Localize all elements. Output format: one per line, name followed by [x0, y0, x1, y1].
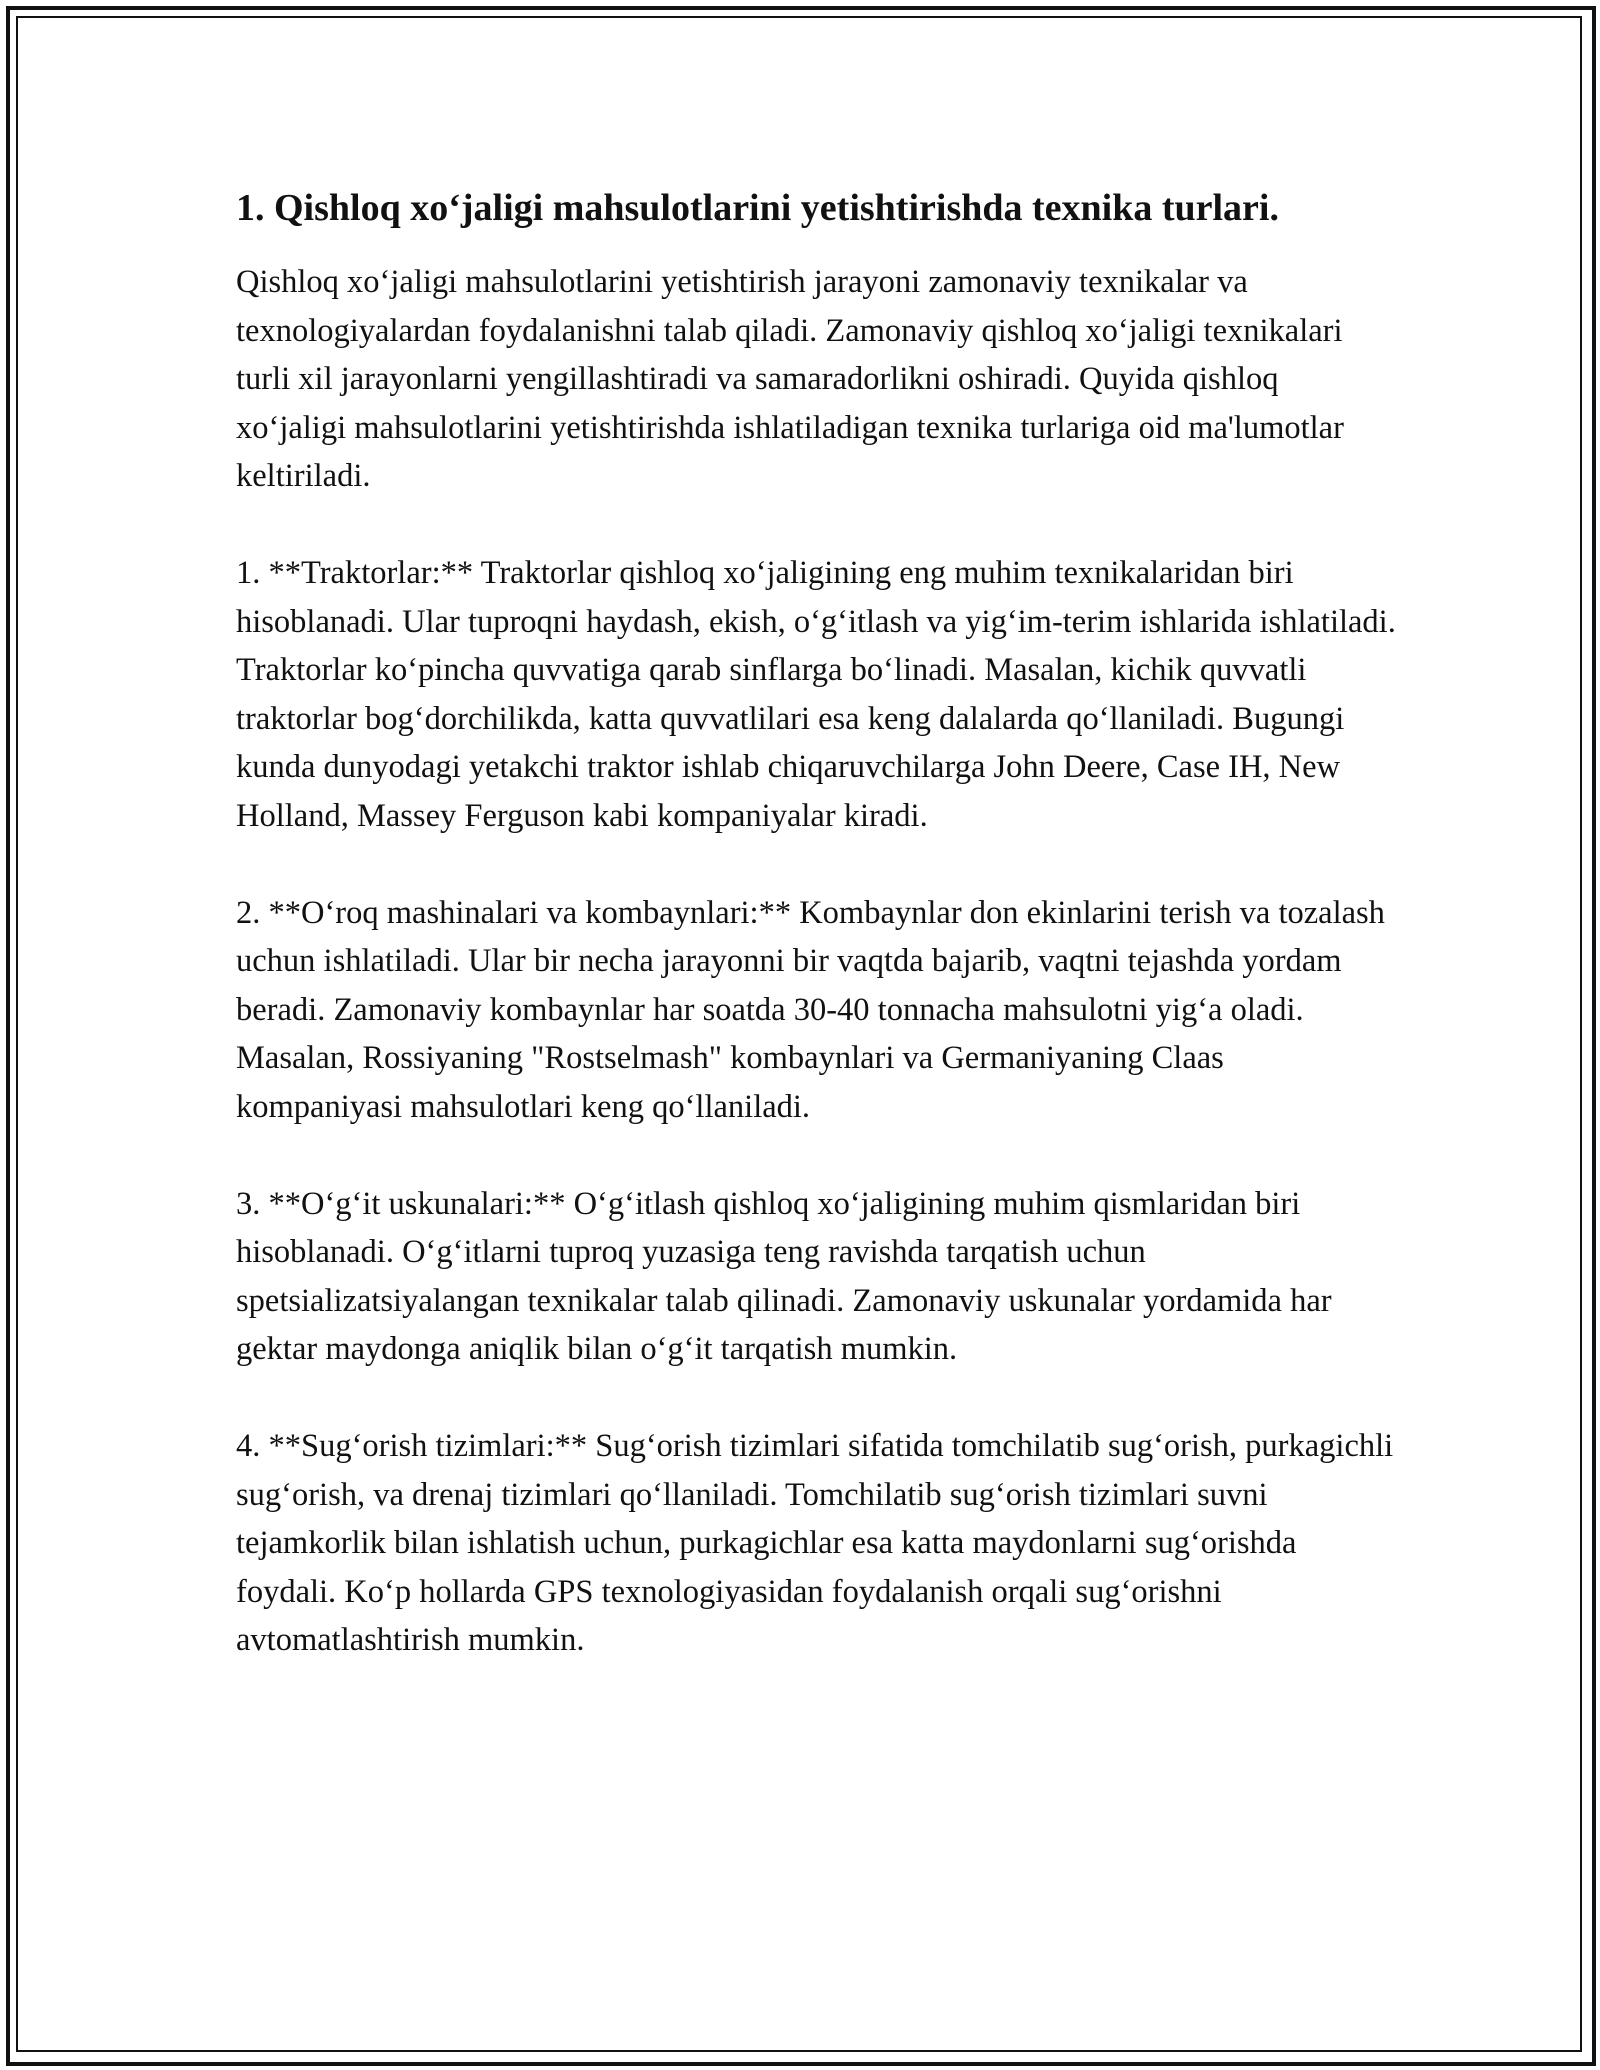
list-item-combines: 2. **O‘roq mashinalari va kombaynlari:** Kombaynlar don ekinlarini terish va tozalash uchun ishlatiladi. Ular bir necha jarayonni bir vaqtda bajarib, vaqtni tejashda yordam beradi. Zamonaviy kombaynlar har soatda 30-40 tonnacha mahsulotni yig‘a oladi. Masalan, Rossiyaning "Rostselmash" kombaynlari va Germaniyaning Claas kompaniyasi mahsulotlari keng qo‘llaniladi. — [236, 894, 1385, 1125]
section-heading: 1. Qishloq xo‘jaligi mahsulotlarini yetishtirishda texnika turlari. — [236, 187, 1279, 229]
list-item-tractors: 1. **Traktorlar:** Traktorlar qishloq xo‘jaligining eng muhim texnikalaridan biri hisoblanadi. Ular tuproqni haydash, ekish, o‘g‘itlash va yig‘im-terim ishlarida ishlatiladi. Traktorlar ko‘pincha quvvatiga qarab sinflarga bo‘linadi. Masalan, kichik quvvatli traktorlar bog‘dorchilikda, katta quvvatlilari esa keng dalalarda qo‘llaniladi. Bugungi kunda dunyodagi yetakchi traktor ishlab chiqaruvchilarga John Deere, Case IH, New Holland, Massey Ferguson kabi kompaniyalar kiradi. — [236, 555, 1396, 834]
list-item-irrigation-systems: 4. **Sug‘orish tizimlari:** Sug‘orish tizimlari sifatida tomchilatib sug‘orish, purkagichli sug‘orish, va drenaj tizimlari qo‘llaniladi. Tomchilatib sug‘orish tizimlari suvni tejamkorlik bilan ishlatish uchun, purkagichlar esa katta maydonlarni sug‘orishda foydali. Ko‘p hollarda GPS texnologiyasidan foydalanish orqali sug‘orishni avtomatlashtirish mumkin. — [236, 1428, 1394, 1658]
document-body — [236, 180, 1396, 1713]
intro-paragraph: Qishloq xo‘jaligi mahsulotlarini yetishtirish jarayoni zamonaviy texnikalar va texnologiyalardan foydalanishni talab qiladi. Zamonaviy qishloq xo‘jaligi texnikalari turli xil jarayonlarni yengillashtiradi va samaradorlikni oshiradi. Quyida qishloq xo‘jaligi mahsulotlarini yetishtirishda ishlatiladigan texnika turlariga oid ma'lumotlar keltiriladi. — [236, 264, 1344, 494]
list-item-fertilizer-equipment: 3. **O‘g‘it uskunalari:** O‘g‘itlash qishloq xo‘jaligining muhim qismlaridan biri hisoblanadi. O‘g‘itlarni tuproq yuzasiga teng ravishda tarqatish uchun spetsializatsiyalangan texnikalar talab qilinadi. Zamonaviy uskunalar yordamida har gektar maydonga aniqlik bilan o‘g‘it tarqatish mumkin. — [236, 1185, 1332, 1367]
